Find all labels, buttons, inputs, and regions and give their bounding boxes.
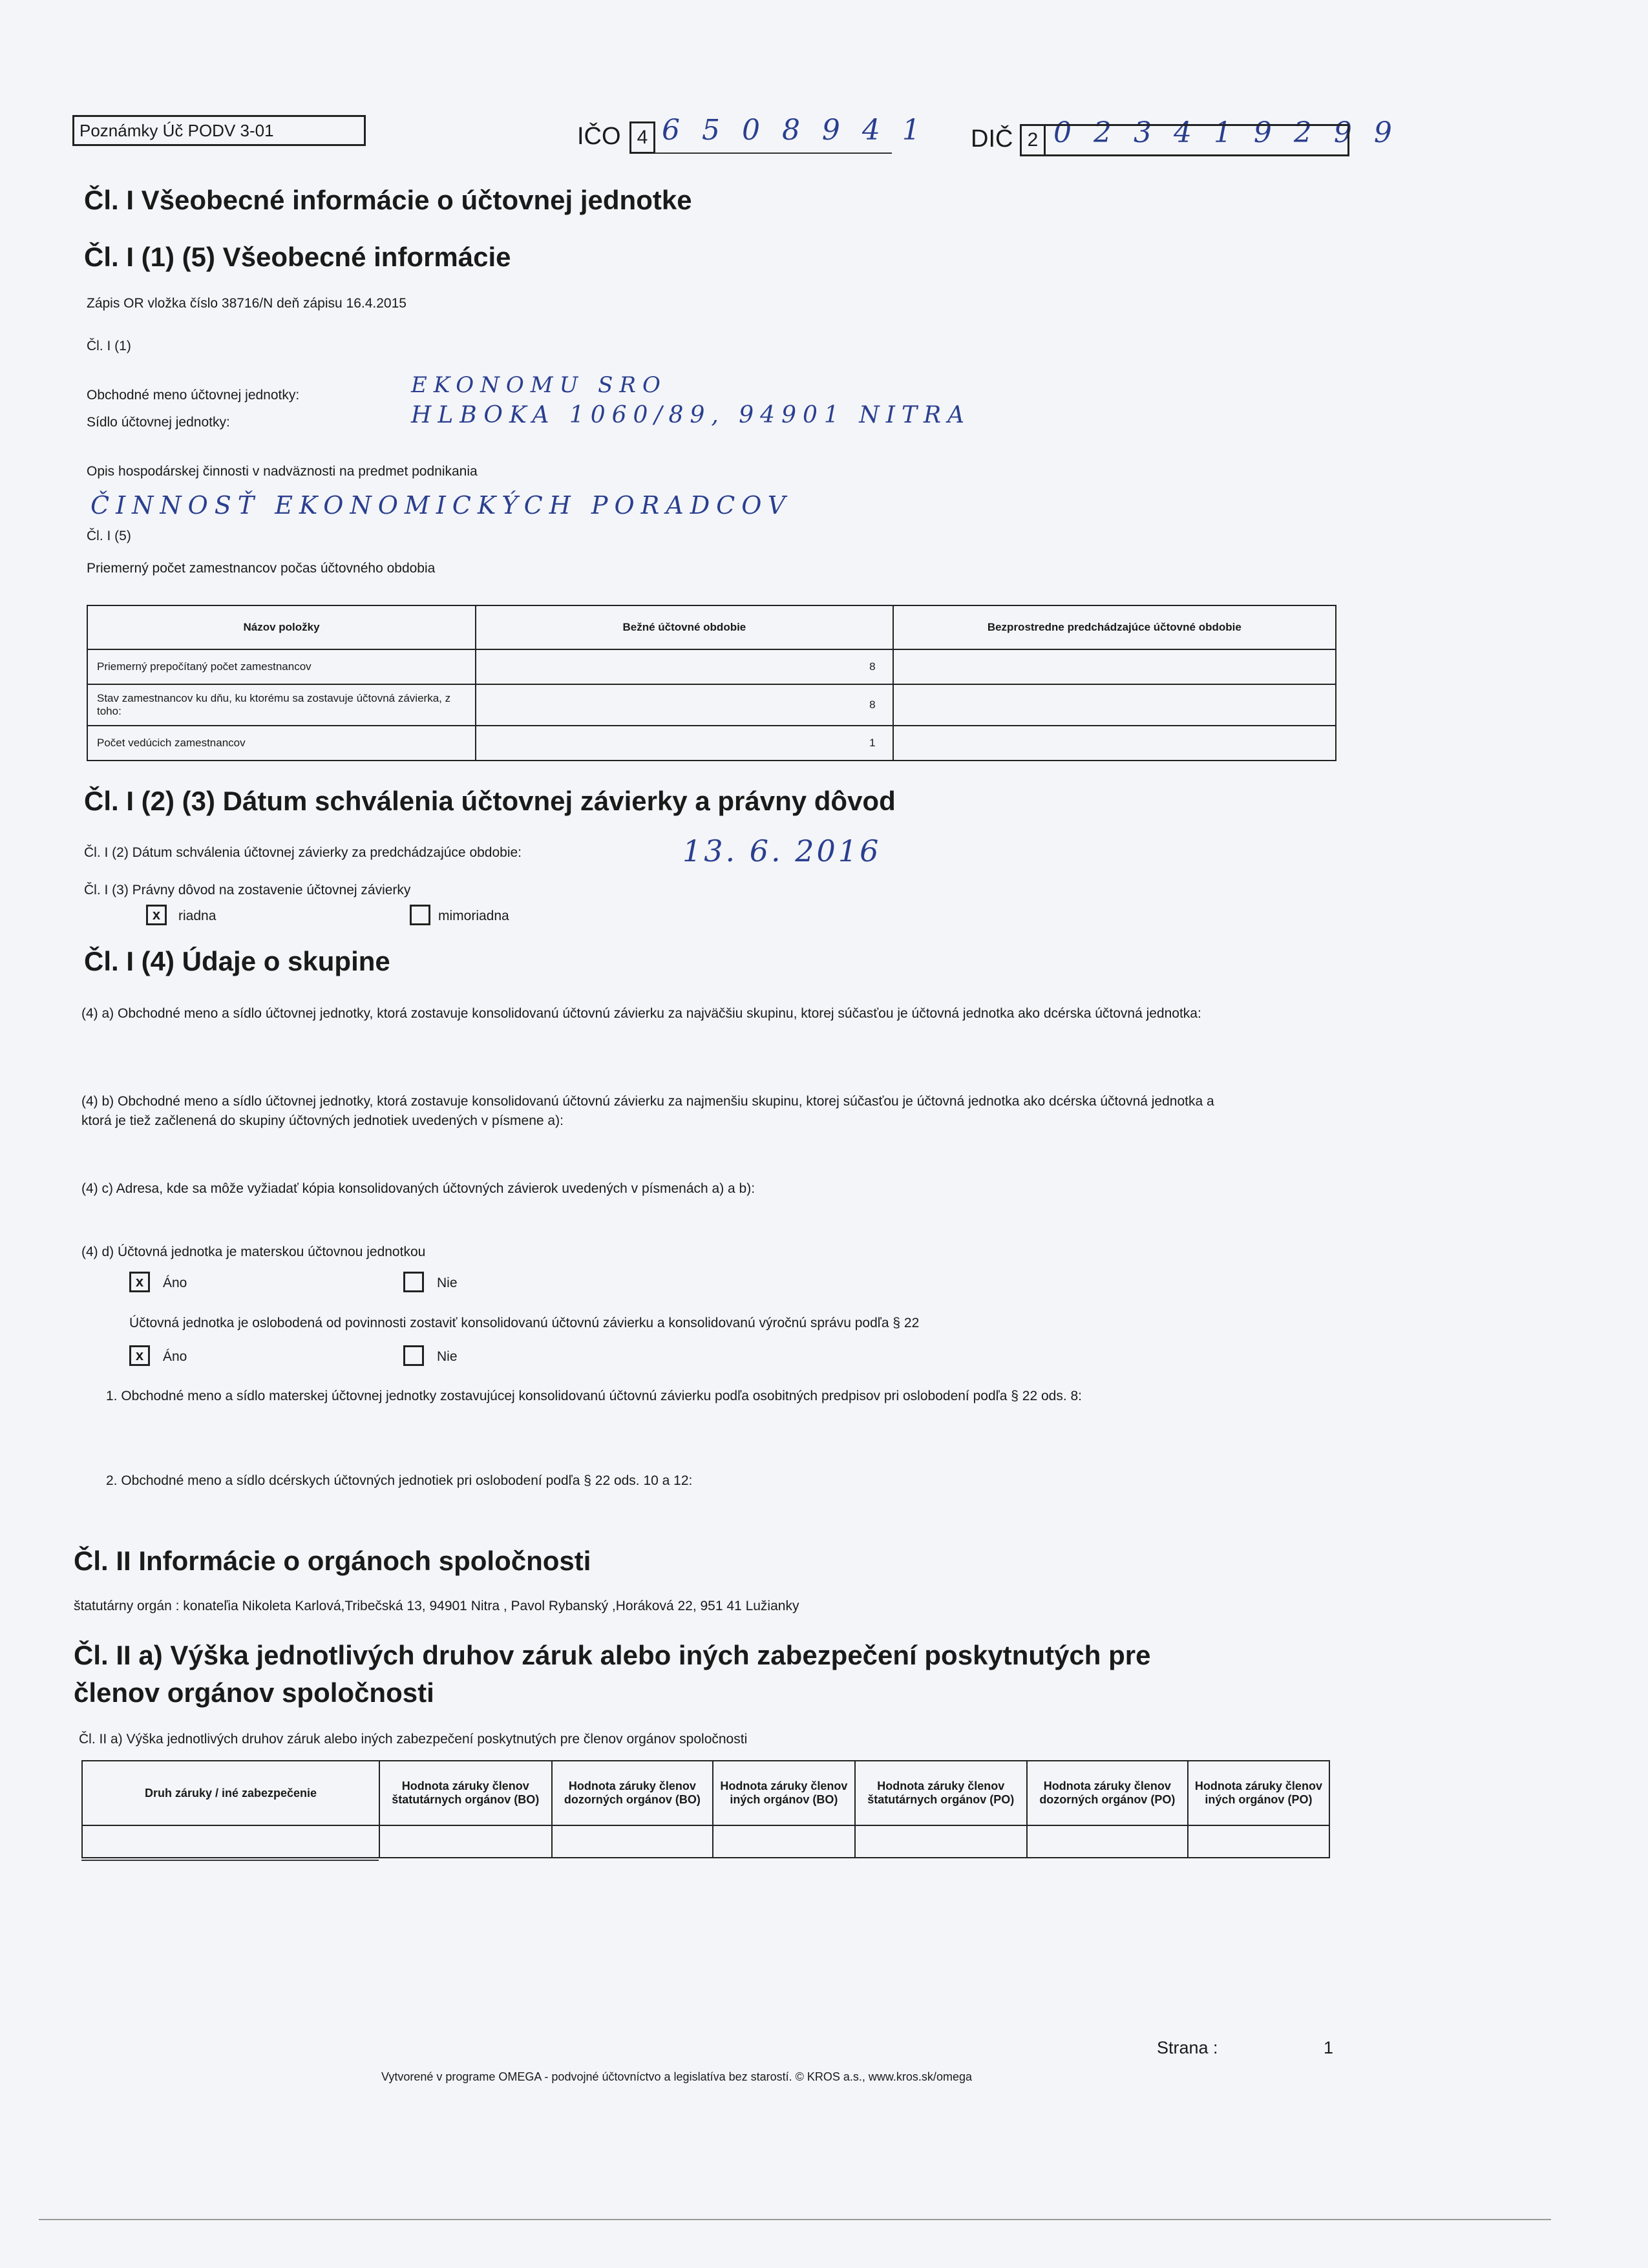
guarantee-header-other-bo: Hodnota záruky členov iných orgánov (BO) — [713, 1761, 855, 1825]
employees-table-header — [87, 605, 1336, 649]
guarantee-table — [81, 1760, 1330, 1858]
employees-row-previous — [893, 684, 1336, 726]
table-row — [87, 649, 1336, 684]
employees-header-name: Názov položky — [87, 605, 476, 649]
employees-header-current: Bežné účtovné obdobie — [476, 605, 893, 649]
dic-box — [1046, 124, 1349, 156]
section-title-group: Čl. I (4) Údaje o skupine — [84, 946, 390, 976]
section-title-approval: Čl. I (2) (3) Dátum schválenia účtovnej závierky a právny dôvod — [84, 786, 896, 816]
table-cell — [1188, 1825, 1329, 1858]
approval-date-label: Čl. I (2) Dátum schválenia účtovnej závierky za predchádzajúce obdobie: — [84, 845, 522, 860]
checkbox-parent-no[interactable] — [403, 1272, 424, 1292]
guarantees-sub-label: Čl. II a) Výška jednotlivých druhov záruk alebo iných zabezpečení poskytnutých pre členov orgánov spoločnosti — [79, 1732, 748, 1747]
employees-header-previous: Bezprostredne predchádzajúce účtovné obdobie — [893, 605, 1336, 649]
guarantee-underline — [81, 1860, 379, 1861]
section-title-bodies: Čl. II Informácie o orgánoch spoločnosti — [74, 1546, 591, 1576]
exempt-item-1: 1. Obchodné meno a sídlo materskej účtovnej jednotky zostavujúcej konsolidovanú účtovnú závierku podľa osobitných predpisov pri oslobodení podľa § 22 ods. 8: — [106, 1389, 1083, 1403]
employees-row-current: 8 — [476, 649, 893, 684]
statutory-body-text: štatutárny orgán : konateľia Nikoleta Karlová,Tribečská 13, 94901 Nitra , Pavol Rybanský ,Horáková 22, 951 41 Lužianky — [74, 1599, 799, 1613]
employees-row-name: Stav zamestnancov ku dňu, ku ktorému sa zostavuje účtovná závierka, z toho: — [87, 684, 476, 726]
section-subtitle-general: Čl. I (1) (5) Všeobecné informácie — [84, 242, 511, 272]
guarantee-header-other-po: Hodnota záruky členov iných orgánov (PO) — [1188, 1761, 1329, 1825]
legal-reason-label: Čl. I (3) Právny dôvod na zostavenie účtovnej závierky — [84, 883, 411, 898]
business-name-value: EKONOMU SRO — [411, 372, 667, 398]
group-a-text: (4) a) Obchodné meno a sídlo účtovnej jednotky, ktorá zostavuje konsolidovanú účtovnú závierku za najväčšiu skupinu, ktorej súčasťou je účtovná jednotka ako dcérska účtovná jednotka: — [81, 1006, 1201, 1021]
scan-edge-line — [39, 2219, 1551, 2220]
group-b-text: (4) b) Obchodné meno a sídlo účtovnej jednotky, ktorá zostavuje konsolidovanú účtovnú závierku za najmenšiu skupinu, ktorej súčasťou je účtovná jednotka ako dcérska účtovná jednotka a ktorá je tiež začlenená do skupiny účtovných jednotiek uvedených v písmene a): — [81, 1094, 1214, 1128]
checkbox-exempt-yes[interactable]: x — [129, 1345, 150, 1366]
activity-label: Opis hospodárskej činnosti v nadväznosti na predmet podnikania — [87, 464, 478, 479]
guarantee-header-supervisory-po: Hodnota záruky členov dozorných orgánov (PO) — [1027, 1761, 1188, 1825]
exempt-no-label: Nie — [437, 1349, 458, 1364]
employees-row-previous — [893, 726, 1336, 761]
section-title-guarantees-1: Čl. II a) Výška jednotlivých druhov záruk alebo iných zabezpečení poskytnutých pre — [74, 1640, 1151, 1670]
dic-label: DIČ — [971, 125, 1013, 152]
table-cell — [855, 1825, 1027, 1858]
ico-underline — [655, 152, 892, 154]
table-cell — [713, 1825, 855, 1858]
employees-label: Priemerný počet zamestnancov počas účtovného obdobia — [87, 561, 436, 576]
page-number: 1 — [1324, 2038, 1334, 2057]
guarantee-header-statutory-bo: Hodnota záruky členov štatutárnych orgánov (BO) — [379, 1761, 552, 1825]
exempt-item-2: 2. Obchodné meno a sídlo dcérskych účtovných jednotiek pri oslobodení podľa § 22 ods. 10 a 12: — [106, 1473, 693, 1488]
employees-row-current: 8 — [476, 684, 893, 726]
cl1-label: Čl. I (1) — [87, 339, 131, 353]
group-c-text: (4) c) Adresa, kde sa môže vyžiadať kópia konsolidovaných účtovných závierok uvedených v písmenách a) a b): — [81, 1181, 755, 1196]
dic-handwritten: 0 2 3 4 1 9 2 9 9 — [1053, 116, 1399, 149]
table-cell — [552, 1825, 713, 1858]
option-extraordinary-label: mimoriadna — [438, 908, 509, 923]
cl5-label: Čl. I (5) — [87, 529, 131, 543]
employees-row-current: 1 — [476, 726, 893, 761]
business-name-label: Obchodné meno účtovnej jednotky: — [87, 388, 300, 403]
checkbox-parent-yes[interactable]: x — [129, 1272, 150, 1292]
activity-value: ČINNOSŤ EKONOMICKÝCH PORADCOV — [90, 491, 792, 520]
checkbox-regular[interactable]: x — [146, 905, 167, 925]
exempt-text: Účtovná jednotka je oslobodená od povinnosti zostaviť konsolidovanú účtovnú závierku a konsolidovanú výročnú správu podľa § 22 — [129, 1316, 920, 1330]
employees-row-name: Počet vedúcich zamestnancov — [87, 726, 476, 761]
table-cell — [82, 1825, 379, 1858]
guarantee-header-supervisory-bo: Hodnota záruky členov dozorných orgánov (BO) — [552, 1761, 713, 1825]
parent-no-label: Nie — [437, 1276, 458, 1290]
employees-row-name: Priemerný prepočítaný počet zamestnancov — [87, 649, 476, 684]
form-id-box — [72, 115, 366, 146]
table-row — [87, 726, 1336, 761]
checkbox-exempt-no[interactable] — [403, 1345, 424, 1366]
table-cell — [1027, 1825, 1188, 1858]
table-row — [82, 1825, 1329, 1858]
employees-table — [87, 605, 1336, 761]
dic-prefix: 2 — [1020, 124, 1046, 156]
section-title-guarantees-2: členov orgánov spoločnosti — [74, 1677, 434, 1708]
seat-label: Sídlo účtovnej jednotky: — [87, 415, 230, 430]
ico-label: IČO — [577, 123, 621, 150]
seat-value: HLBOKA 1060/89, 94901 NITRA — [411, 402, 971, 428]
table-row — [87, 684, 1336, 726]
group-d-text: (4) d) Účtovná jednotka je materskou účtovnou jednotkou — [81, 1244, 426, 1259]
guarantee-table-header — [82, 1761, 1329, 1825]
parent-yes-label: Áno — [163, 1276, 187, 1290]
guarantee-header-statutory-po: Hodnota záruky členov štatutárnych orgánov (PO) — [855, 1761, 1027, 1825]
ico-prefix: 4 — [629, 121, 655, 154]
ico-handwritten: 6 5 0 8 9 4 1 — [662, 114, 927, 147]
exempt-yes-label: Áno — [163, 1349, 187, 1364]
guarantee-header-type: Druh záruky / iné zabezpečenie — [82, 1761, 379, 1825]
page-label: Strana : — [1157, 2038, 1218, 2057]
form-id: Poznámky Úč PODV 3-01 — [79, 121, 274, 140]
approval-date-value: 13. 6. 2016 — [682, 834, 882, 868]
employees-row-previous — [893, 649, 1336, 684]
registration-text: Zápis OR vložka číslo 38716/N deň zápisu 16.4.2015 — [87, 296, 407, 311]
table-cell — [379, 1825, 552, 1858]
section-title-general: Čl. I Všeobecné informácie o účtovnej jednotke — [84, 185, 692, 215]
checkbox-extraordinary[interactable] — [410, 905, 430, 925]
software-credit: Vytvorené v programe OMEGA - podvojné účtovníctvo a legislatíva bez starostí. © KROS a.s., www.kros.sk/omega — [381, 2070, 972, 2083]
option-regular-label: riadna — [178, 908, 217, 923]
